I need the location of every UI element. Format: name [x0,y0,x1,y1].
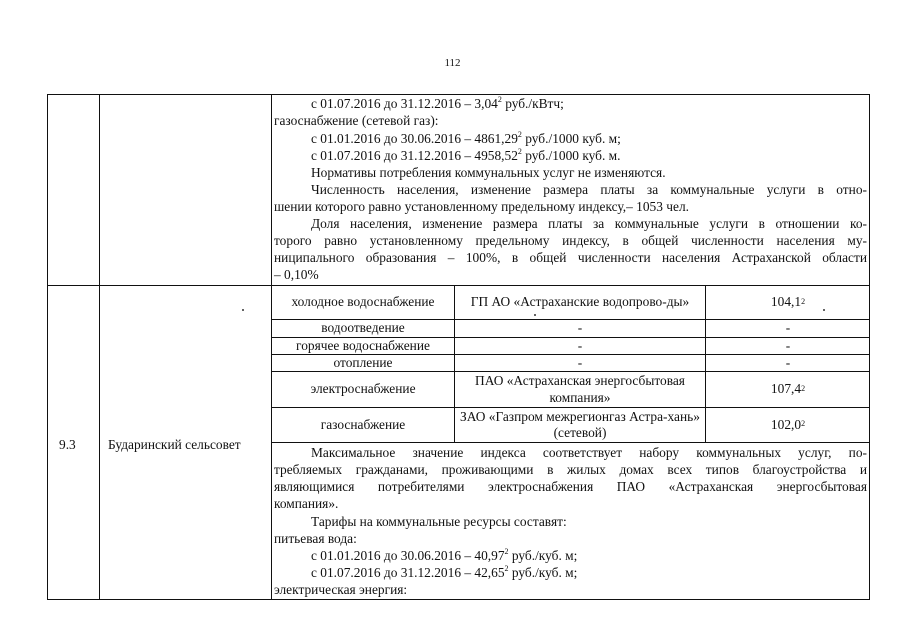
col-divider-number [99,94,100,600]
service-index: 104,1 $^2$ [770,294,806,310]
text-line: ниципального образования – 100%, в общей численности населения Астраханской области [274,250,867,265]
service-index: 102,0 $^2$ [770,416,806,432]
text-line: с 01.07.2016 до 31.12.2016 – 4958,52$^2$ руб./1000 куб. м. [311,146,621,163]
text-line: газоснабжение (сетевой газ): [274,113,439,128]
service-index: - [785,320,791,336]
settlement-name: Бударинский сельсовет [108,437,241,452]
service-index: - [785,337,791,353]
service-provider: ПАО «Астраханская энергосбытовая компания» [475,373,685,405]
scan-speck [242,309,244,311]
text-line: с 01.07.2016 до 31.12.2016 – 42,65$^2$ руб./куб. м; [311,563,578,580]
service-provider: - [577,320,583,336]
service-provider: - [577,354,583,370]
row-number: 9.3 [59,437,76,452]
text-line: с 01.01.2016 до 30.06.2016 – 4861,29$^2$ руб./1000 куб. м; [311,129,621,146]
text-line: Максимальное значение индекса соответствует набору коммунальных услуг, по- [311,445,867,460]
scan-speck [534,314,536,316]
text-line: являющимися потребителями электроснабжения ПАО «Астраханская энергосбытовая [274,479,867,494]
text-line: шении которого равно установленному предельному индексу,– 1053 чел. [274,199,690,214]
service-name: электроснабжение [310,381,416,397]
text-line: электрическая энергия: [274,582,408,597]
service-name: холодное водоснабжение [291,294,435,310]
services-row-divider [271,442,870,443]
text-line: питьевая вода: [274,531,357,546]
text-line: торого равно установленному предельному индексу, в общей численности населения му- [274,233,867,248]
text-line: требляемых гражданами, проживающими в жилых домах всех типов благоустройства и [274,462,867,477]
text-line: Численность населения, изменение размера платы за коммунальные услуги в отно- [311,182,867,197]
service-name: газоснабжение [320,416,406,432]
text-line: – 0,10% [274,267,319,282]
service-index: 107,4 $^2$ [770,381,806,397]
text-line: с 01.07.2016 до 31.12.2016 – 3,04$^2$ руб./кВтч; [311,94,564,111]
text-line: Нормативы потребления коммунальных услуг не изменяются. [311,165,666,180]
text-line: с 01.01.2016 до 30.06.2016 – 40,97$^2$ руб./куб. м; [311,546,578,563]
service-provider: ЗАО «Газпром межрегионгаз Астра-хань» (сетевой) [460,408,700,440]
text-line: компания». [274,496,339,511]
text-line: Тарифы на коммунальные ресурсы составят: [311,514,567,529]
service-name: горячее водоснабжение [296,337,430,353]
scan-speck [823,309,825,311]
service-name: отопление [333,354,393,370]
page-number: 112 [444,57,461,69]
service-name: водоотведение [321,320,405,336]
service-provider: ГП АО «Астраханские водопрово-ды» [470,294,690,310]
service-provider: - [577,337,583,353]
text-line: Доля населения, изменение размера платы за коммунальные услуги в отношении ко- [311,216,867,231]
service-index: - [785,354,791,370]
